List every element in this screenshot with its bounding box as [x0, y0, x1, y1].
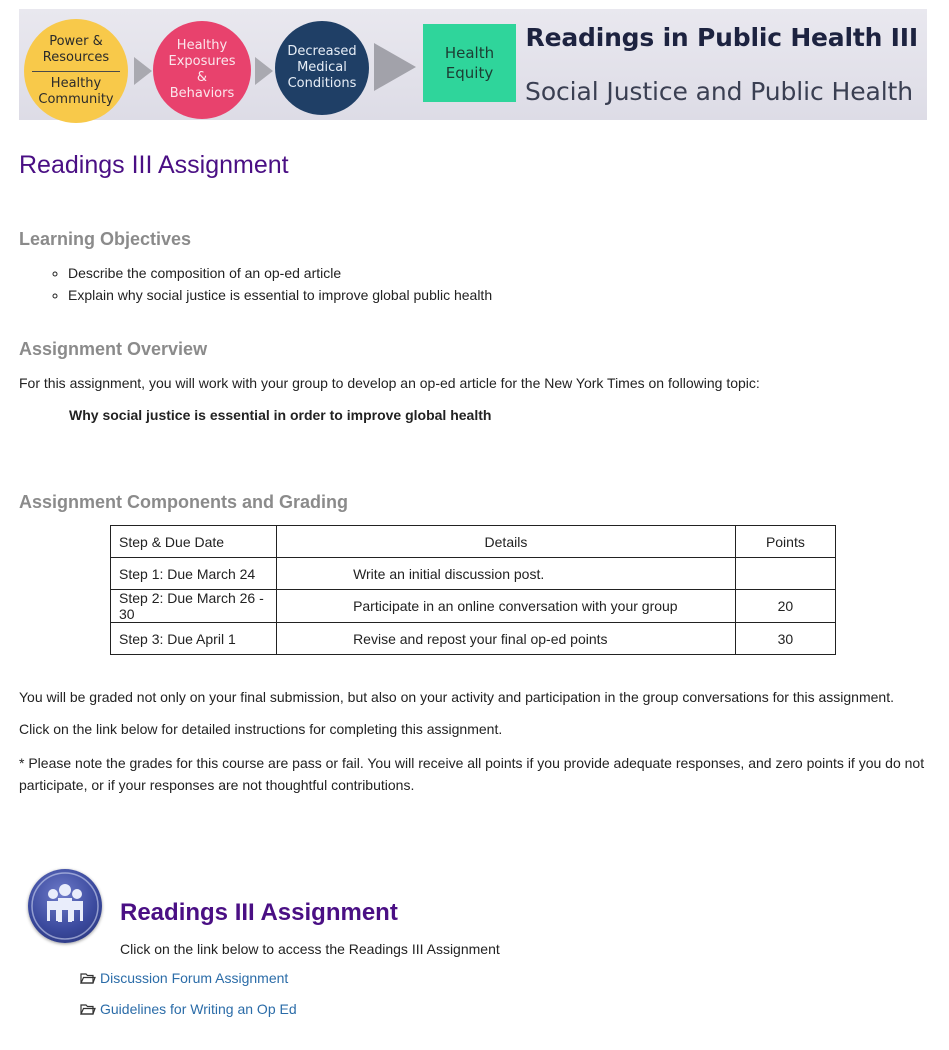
op-ed-guidelines-link[interactable]: Guidelines for Writing an Op Ed [100, 1001, 297, 1017]
table-cell: Write an initial discussion post. [277, 558, 736, 590]
table-cell: Step 1: Due March 24 [111, 558, 277, 590]
column-header: Points [735, 526, 835, 558]
folder-icon [80, 972, 96, 984]
column-header: Step & Due Date [111, 526, 277, 558]
banner-title: Readings in Public Health III [525, 23, 918, 52]
decreased-conditions-circle [275, 21, 369, 115]
circle2-text: Healthy Exposures & Behaviors [168, 38, 236, 101]
column-header: Details [277, 526, 736, 558]
learning-objectives-heading: Learning Objectives [19, 229, 192, 249]
table-row [111, 590, 836, 623]
list-item: ◦ Explain why social justice is essential to improve global public health [68, 284, 492, 306]
grading-text: You will be graded not only on your final submission, but also on your activity and participation in the group conversations for this assignment. [19, 689, 894, 705]
group-people-icon[interactable] [28, 869, 102, 943]
box4-text: Health Equity [444, 44, 495, 82]
table-cell: Revise and repost your final op-ed points [277, 623, 736, 655]
grading-table [110, 525, 836, 655]
objectives-list [52, 262, 492, 306]
assignment-topic: Why social justice is essential in order to improve global health [69, 407, 492, 423]
table-cell: Step 3: Due April 1 [111, 623, 277, 655]
folder-icon [80, 1003, 96, 1015]
op-ed-guidelines-link-row[interactable] [80, 1001, 297, 1017]
table-cell [735, 558, 835, 590]
table-row [111, 623, 836, 655]
instructions-text: Click on the link below for detailed instructions for completing this assignment. [19, 721, 503, 737]
table-row [111, 558, 836, 590]
course-banner [19, 9, 927, 120]
arrow-right-icon [374, 43, 416, 91]
health-equity-box [423, 24, 516, 102]
arrow-right-icon [255, 57, 273, 85]
power-resources-circle [24, 19, 128, 123]
healthy-exposures-circle [153, 21, 251, 119]
forum-title[interactable]: Readings III Assignment [120, 899, 398, 926]
discussion-forum-link[interactable]: Discussion Forum Assignment [100, 970, 289, 986]
components-grading-heading: Assignment Components and Grading [19, 492, 349, 512]
table-cell: 20 [735, 590, 835, 623]
table-cell: Participate in an online conversation with your group [277, 590, 736, 623]
table-cell: Step 2: Due March 26 - 30 [111, 590, 277, 623]
pass-fail-note: * Please note the grades for this course are pass or fail. You will receive all points if you provide adequate responses, and zero points if you do not participate, or if your responses are not thoughtful contributions. [19, 755, 925, 793]
table-header-row [111, 526, 836, 558]
arrow-right-icon [134, 57, 152, 85]
page-title: Readings III Assignment [19, 151, 289, 179]
forum-description: Click on the link below to access the Readings III Assignment [120, 941, 500, 957]
discussion-forum-link-row[interactable] [80, 970, 288, 986]
circle3-text: Decreased Medical Conditions [287, 44, 357, 91]
table-cell: 30 [735, 623, 835, 655]
circle1-divider [32, 71, 120, 72]
assignment-overview-heading: Assignment Overview [19, 339, 208, 359]
overview-text: For this assignment, you will work with your group to develop an op-ed article for the New York Times on following topic: [19, 375, 760, 391]
banner-subtitle: Social Justice and Public Health [525, 77, 913, 106]
circle1-bottom-text: Healthy Community [38, 76, 114, 107]
list-item: ◦ Describe the composition of an op-ed article [68, 262, 492, 284]
circle1-top-text: Power & Resources [42, 34, 110, 65]
